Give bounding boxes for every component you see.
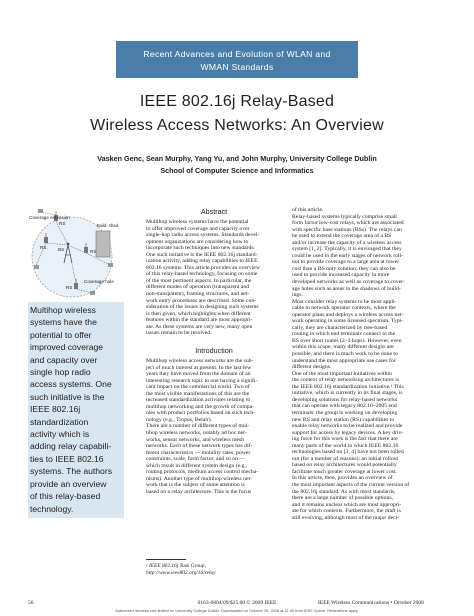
- caption-line: ties to IEEE 802.16: [30, 453, 104, 464]
- pull-quote-caption: [28, 302, 124, 518]
- body-line: technologies based on [3, 4] have not been rolled: [292, 449, 404, 456]
- page-number: 56: [28, 600, 34, 606]
- intro-line: ferent characteristics — mobility rates, power: [146, 449, 251, 456]
- body-line: and it remains unclear which are most appropri-: [292, 501, 402, 508]
- relay-network-figure: [28, 203, 122, 303]
- intro-line: increased standardization activities relating to: [146, 397, 251, 404]
- label-bs: BS: [58, 247, 65, 252]
- terminal-icon: [108, 263, 113, 267]
- body-line: the IEEE 802.16j standardization initiative.¹ This: [292, 383, 404, 390]
- abstract-line: Multihop wireless systems have the potential: [146, 219, 249, 225]
- body-line: Relay-based systems typically comprise small: [292, 213, 397, 220]
- footnote-link[interactable]: http://www.ieee802.org/16/relay: [146, 570, 216, 576]
- body-line: ate for which contexts. Furthermore, the draft is: [292, 508, 401, 515]
- body-line: understand the most appropriate use cases for: [292, 357, 396, 364]
- body-line: operator plans and deploys a wireless access net-: [292, 311, 404, 318]
- body-line: initiative, which is currently in its final stages, is: [292, 390, 403, 397]
- article-title-line-2: Wireless Access Networks: An Overview: [90, 117, 384, 134]
- author-affiliation: School of Computer Science and Informatics: [160, 166, 314, 175]
- intro-line: Multihop wireless access networks are the sub-: [146, 358, 254, 364]
- label-rs-bottom: RS: [66, 285, 73, 290]
- caption-line: potential to offer: [30, 329, 92, 340]
- body-line: out to provide coverage to a large area at lower: [292, 259, 400, 266]
- abstract-line: is then given, which highlights when different: [146, 310, 251, 317]
- abstract-line: non-transparent), framing structures, and net-: [146, 291, 250, 298]
- body-line: with specific base stations (BSs). The relays can: [292, 226, 402, 233]
- body-line: new BS and relay station (RS) capabilities to: [292, 416, 395, 423]
- intro-line: constraints, scale, form factor, and so on —: [146, 456, 245, 463]
- intro-line: networks. Each of these network types has dif-: [146, 443, 253, 450]
- abstract-line: sideration of the issues in designing such systems: [146, 304, 259, 311]
- footnote-line-1: ¹ IEEE 802.16j Task Group,: [146, 563, 206, 569]
- label-building: Build- shad-: [97, 223, 120, 228]
- body-line: cable in network operator contexts, where the: [292, 305, 396, 312]
- right-column-body: [292, 207, 409, 521]
- body-line: age holes such as areas in the shadows of build-: [292, 285, 401, 292]
- abstract-line: ization activity, adding relay capabilities to IEEE: [146, 258, 258, 265]
- intro-line: nisms). Another type of multihop wireless net-: [146, 475, 252, 482]
- body-line: work operating in some licensed spectrum. Typi-: [292, 318, 404, 325]
- intro-line: years they have moved from the domain of an: [146, 371, 251, 378]
- body-line: developed networks as well as coverage to cover-: [292, 279, 405, 286]
- body-line: developing solutions for relay-based networks: [292, 396, 398, 403]
- label-coverage-extension: Coverage extension: [29, 215, 70, 220]
- body-line: enable relay networks to be realized and provide: [292, 423, 403, 430]
- body-line: and/or increase the capacity of a wireless access: [292, 239, 402, 246]
- body-line: Most consider relay systems to be most appli-: [292, 298, 397, 305]
- intro-line: multihop networking and the growth of compa-: [146, 403, 255, 410]
- body-line: facilitate much greater coverage at lower cost.: [292, 468, 398, 475]
- banner-line-2: WMAN Standards: [200, 62, 274, 72]
- body-line: many parts of the world in which IEEE 802.16: [292, 442, 399, 449]
- body-line: ing force for this work is the fact that there are: [292, 436, 398, 443]
- label-coverage-hole: Coverage hole: [84, 279, 114, 284]
- abstract-line: opment organizations are considering how to: [146, 238, 249, 245]
- body-line: could be used in the early stages of network roll-: [292, 252, 404, 259]
- abstract-line: 802.16 systems. This article provides an overview: [146, 264, 260, 271]
- abstract-line: issues remain to be resolved.: [146, 330, 212, 337]
- body-line: different designs.: [292, 364, 332, 371]
- intro-line: which result in different system design (e.g.,: [146, 462, 248, 469]
- caption-line: activity which is: [30, 429, 90, 440]
- series-banner: [116, 41, 358, 78]
- abstract-line: to offer improved coverage and capacity over: [146, 225, 250, 232]
- body-line: In this article, then, provides an overview of: [292, 475, 393, 482]
- body-line: there are a large number of possible options,: [292, 495, 393, 502]
- body-line: of this article.: [292, 207, 324, 213]
- abstract-line: ate. As these systems are very new, many open: [146, 323, 253, 330]
- caption-line: IEEE 802.16j: [30, 404, 81, 415]
- abstract-line: features within the standard are most appropri-: [146, 317, 253, 324]
- abstract-line: different modes of operation (transparent and: [146, 284, 250, 291]
- intro-line: cant impact on the commercial world. Two of: [146, 384, 250, 391]
- journal-issue: IEEE Wireless Communications • October 2008: [318, 600, 424, 606]
- intro-line: the most visible manifestations of this are the: [146, 390, 250, 397]
- intro-line: work that is the subject of some attention is: [146, 482, 245, 489]
- caption-line: Multihop wireless: [30, 305, 96, 315]
- body-line: ings.: [292, 292, 303, 299]
- body-line: routing in which end terminals connect to the: [292, 331, 396, 338]
- intro-line: nology (e.g., Tropos, Belair).: [146, 416, 213, 423]
- caption-line: systems have the: [30, 317, 97, 328]
- terminal-icon: [34, 265, 39, 269]
- banner-line-1: Recent Advances and Evolution of WLAN and: [143, 49, 331, 59]
- intro-line: There are a number of different types of mul-: [146, 423, 250, 430]
- body-line: within this scope, many different designs are: [292, 344, 394, 351]
- caption-line: of this relay-based: [30, 491, 101, 502]
- caption-line: such initiative is the: [30, 391, 105, 402]
- abstract-line: work entry procedures are described. Some con-: [146, 297, 257, 304]
- intro-line: routing protocols, medium access control mecha-: [146, 469, 259, 476]
- body-line: the context of relay networking architectures is: [292, 377, 400, 384]
- caption-line: provide an overview: [30, 478, 107, 489]
- caption-line: technology.: [30, 503, 74, 514]
- body-line: form factor low-cost relays, which are associated: [292, 220, 404, 227]
- label-rs-left: RS: [40, 245, 47, 250]
- license-notice: Authorized licensed use limited to: University College Dublin. Downloaded on October 29, 2008 at 11:49 from IEEE Xplore. Restrictions apply.: [115, 608, 359, 613]
- introduction-body: [146, 358, 258, 495]
- body-line: cally, they are characterized by tree-based: [292, 324, 388, 331]
- body-line: based on relay architectures would potentially: [292, 462, 397, 469]
- intro-line: nies with product portfolios based on such tech-: [146, 410, 256, 417]
- body-line: cost than a BS only solution; they can also be: [292, 265, 396, 272]
- intro-line: tihop wireless networks, notably ad hoc net-: [146, 430, 247, 437]
- body-line: the most important aspects of the current version of: [292, 481, 410, 488]
- label-rs-top: RS: [59, 221, 66, 226]
- author-list: Vasken Genc, Sean Murphy, Yang Yu, and John Murphy, University College Dublin: [97, 154, 377, 163]
- body-line: out (for a number of reasons): an initial rollout: [292, 455, 399, 462]
- caption-line: improved coverage: [30, 342, 104, 353]
- abstract-line: incorporate such techniques into new standards.: [146, 245, 255, 252]
- intro-line: works, sensor networks, and wireless mesh: [146, 436, 245, 443]
- intro-line: based on a relay architecture. This is the focus: [146, 488, 252, 495]
- body-line: the 802.16j standard. As with most standards,: [292, 488, 396, 495]
- abstract-line: of this relay-based technology, focusing on some: [146, 271, 258, 278]
- terminal-icon: [90, 291, 95, 295]
- body-line: still evolving, although most of the major deci-: [292, 514, 400, 521]
- body-line: be used to extend the coverage area of a BS: [292, 233, 392, 240]
- body-line: One of the most important initiatives within: [292, 370, 392, 377]
- abstract-heading: Abstract: [200, 207, 228, 216]
- caption-line: and capacity over: [30, 354, 98, 365]
- body-line: used to provide increased capacity in more: [292, 272, 390, 279]
- body-line: support for access by legacy devices. A key driv-: [292, 429, 404, 436]
- abstract-line: of the most pertinent aspects. In particular, the: [146, 277, 252, 284]
- abstract-body: [146, 219, 260, 337]
- caption-line: adding relay capabili-: [30, 441, 112, 452]
- issn-copyright: 0163-6804/09/$25.00 © 2009 IEEE: [197, 600, 277, 606]
- building-shape: [96, 231, 110, 257]
- abstract-line: One such initiative is the IEEE 802.16j standard-: [146, 251, 258, 258]
- article-title-line-1: IEEE 802.16j Relay-Based: [139, 93, 335, 110]
- footnote-rule: [146, 559, 186, 560]
- caption-line: single hop radio: [30, 367, 91, 378]
- body-line: that can operate with legacy 802.16–2005 end: [292, 403, 397, 410]
- abstract-line: single-hop radio access systems. Standards devel-: [146, 232, 260, 239]
- caption-line: systems. The authors: [30, 466, 112, 477]
- body-line: system [1, 2]. Typically, it is envisaged that they: [292, 246, 402, 253]
- label-rs-mid: RS: [90, 249, 97, 254]
- body-line: terminals: the group is working on developing: [292, 409, 398, 416]
- intro-line: ject of much interest at present. In the last few: [146, 364, 252, 371]
- intro-line: interesting research topic to one having a signifi-: [146, 377, 258, 384]
- caption-line: standardization: [30, 416, 89, 427]
- body-line: possible, and there is much work to be done to: [292, 351, 398, 358]
- caption-line: access systems. One: [30, 379, 112, 390]
- introduction-heading: Introduction: [195, 346, 233, 355]
- body-line: BS over short routes (2–3 hops). However, even: [292, 337, 402, 344]
